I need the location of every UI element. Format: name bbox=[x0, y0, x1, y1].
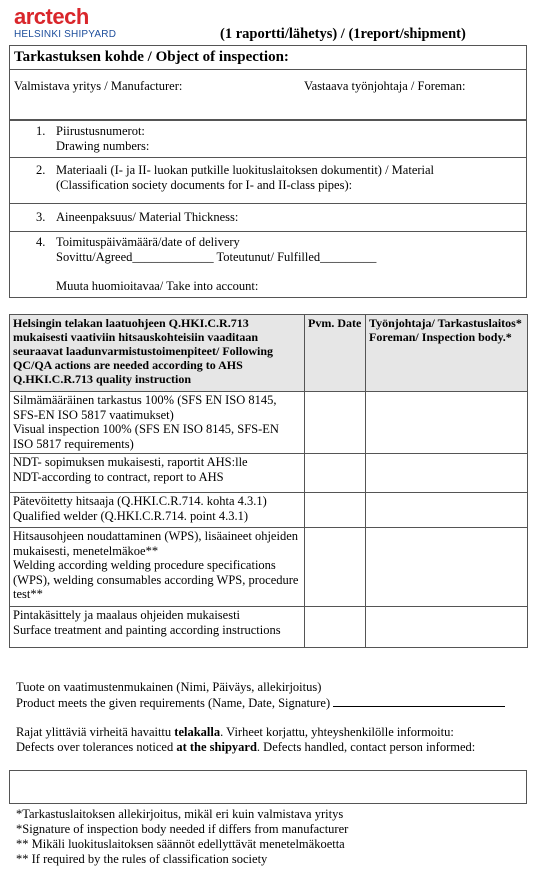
report-header-title: (1 raportti/lähetys) / (1report/shipment) bbox=[220, 26, 466, 42]
qc-date-cell[interactable] bbox=[305, 528, 366, 607]
list-item-material-thickness[interactable]: 3. Aineenpaksuus/ Material Thickness: bbox=[10, 203, 526, 231]
list-item-delivery-date[interactable]: 4. Toimituspäivämäärä/date of delivery Sovittu/Agreed_____________ Toteutunut/ Fulfilled_________ Muuta huomioitavaa/ Take into account: bbox=[10, 231, 526, 298]
qc-row-ndt: NDT- sopimuksen mukaisesti, raportit AHS:lle NDT-according to contract, report to AHS bbox=[10, 454, 305, 493]
qc-date-cell[interactable] bbox=[305, 392, 366, 454]
signature-line[interactable] bbox=[333, 695, 505, 707]
company-logo: arctech bbox=[14, 4, 89, 29]
footnote: ** Mikäli luokituslaitoksen säännöt edellyttävät menetelmäkoetta bbox=[16, 837, 345, 851]
conformity-statement-en: Product meets the given requirements (Name, Date, Signature) bbox=[16, 695, 505, 711]
defects-statement-en: Defects over tolerances noticed at the shipyard. Defects handled, contact person informed: bbox=[16, 740, 476, 754]
inspection-items-box bbox=[9, 120, 527, 298]
foreman-field-label[interactable]: Vastaava työnjohtaja / Foreman: bbox=[304, 79, 466, 93]
qc-signature-cell[interactable] bbox=[366, 493, 528, 528]
qc-row-wps: Hitsausohjeen noudattaminen (WPS), lisäaineet ohjeiden mukaisesti, menetelmäkoe** Welding according welding procedure specifications (WPS), welding consumables according WPS, procedure test** bbox=[10, 528, 305, 607]
list-item-material[interactable]: 2. Materiaali (I- ja II- luokan putkille luokituslaitoksen dokumentit) / Material (Classification society documents for I- and II-class pipes): bbox=[10, 157, 526, 203]
qc-signature-cell[interactable] bbox=[366, 607, 528, 648]
inspection-object-box bbox=[9, 45, 527, 120]
qc-signature-cell[interactable] bbox=[366, 454, 528, 493]
table-row bbox=[10, 454, 528, 493]
footnote: *Tarkastuslaitoksen allekirjoitus, mikäl eri kuin valmistava yritys bbox=[16, 807, 344, 821]
qc-date-cell[interactable] bbox=[305, 607, 366, 648]
qc-date-cell[interactable] bbox=[305, 493, 366, 528]
defects-statement-fi: Rajat ylittäviä virheitä havaittu telakalla. Virheet korjattu, yhteyshenkilölle informoitu: bbox=[16, 725, 454, 739]
table-header-row bbox=[10, 315, 528, 392]
list-item-drawing-numbers[interactable]: 1. Piirustusnumerot: Drawing numbers: bbox=[10, 120, 526, 157]
table-row bbox=[10, 493, 528, 528]
table-row bbox=[10, 528, 528, 607]
table-row bbox=[10, 392, 528, 454]
defects-notes-field[interactable] bbox=[9, 770, 527, 804]
qc-header-date: Pvm. Date bbox=[305, 315, 366, 392]
qc-row-qualified-welder: Pätevöitetty hitsaaja (Q.HKI.C.R.714. kohta 4.3.1) Qualified welder (Q.HKI.C.R.714. point 4.3.1) bbox=[10, 493, 305, 528]
qc-row-surface-treatment: Pintakäsittely ja maalaus ohjeiden mukaisesti Surface treatment and painting according instructions bbox=[10, 607, 305, 648]
qc-signature-cell[interactable] bbox=[366, 392, 528, 454]
footnote: *Signature of inspection body needed if differs from manufacturer bbox=[16, 822, 349, 836]
company-logo-subtitle: HELSINKI SHIPYARD bbox=[14, 29, 117, 40]
qc-row-visual-inspection: Silmämääräinen tarkastus 100% (SFS EN ISO 8145, SFS-EN ISO 5817 vaatimukset) Visual inspection 100% (SFS EN ISO 8145, SFS-EN ISO 5817 requirements) bbox=[10, 392, 305, 454]
table-row bbox=[10, 607, 528, 648]
qc-signature-cell[interactable] bbox=[366, 528, 528, 607]
inspection-object-title: Tarkastuksen kohde / Object of inspection: bbox=[14, 49, 289, 65]
qc-date-cell[interactable] bbox=[305, 454, 366, 493]
qc-header-actions: Helsingin telakan laatuohjeen Q.HKI.C.R.713 mukaisesti vaativiin hitsauskohteisiin vaaditaan seuraavat laadunvarmistustoimenpiteet/ Following QC/QA actions are needed according to AHS Q.HKI.C.R.713 quality instruction bbox=[10, 315, 305, 392]
footnote: ** If required by the rules of classification society bbox=[16, 852, 268, 866]
qc-header-signer: Työnjohtaja/ Tarkastuslaitos* Foreman/ Inspection body.* bbox=[366, 315, 528, 392]
manufacturer-field-label[interactable]: Valmistava yritys / Manufacturer: bbox=[14, 79, 183, 93]
qc-actions-table bbox=[9, 314, 528, 648]
conformity-statement-fi: Tuote on vaatimustenmukainen (Nimi, Päiväys, allekirjoitus) bbox=[16, 680, 322, 694]
